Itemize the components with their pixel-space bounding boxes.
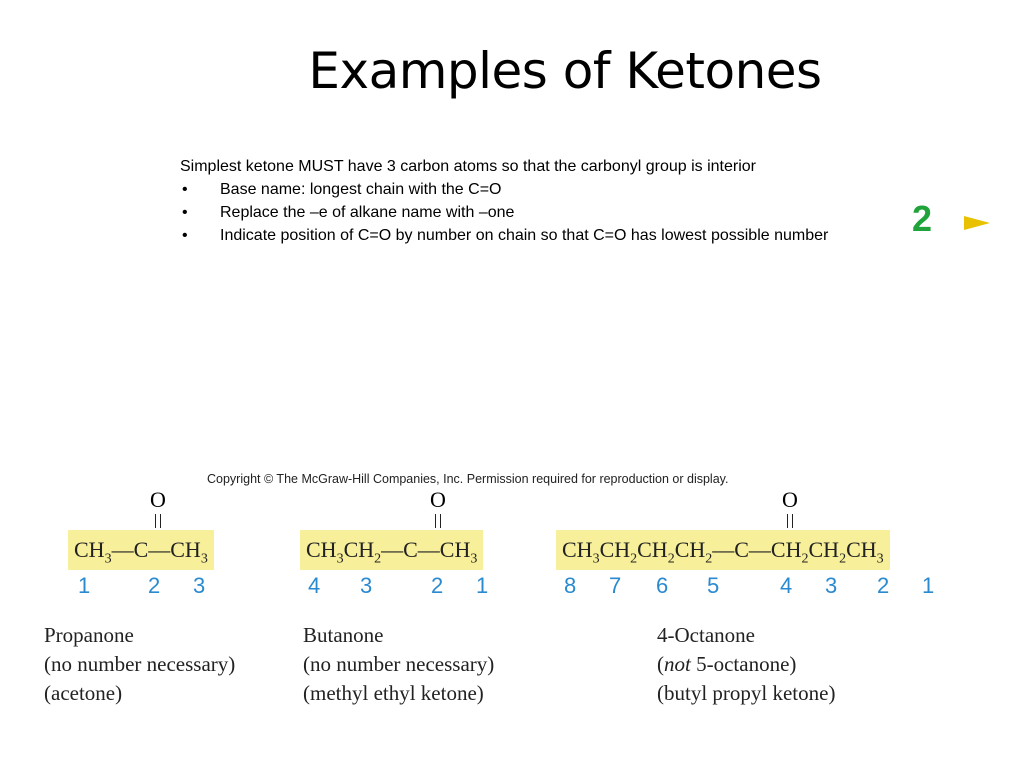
compound-note: (no number necessary) bbox=[44, 652, 236, 676]
chain-number: 4 bbox=[780, 573, 793, 598]
compound-note: (no number necessary) bbox=[303, 652, 495, 676]
chain-number: 2 bbox=[431, 573, 444, 598]
bullet-text: Indicate position of C=O by number on chain so that C=O has lowest possible number bbox=[220, 227, 829, 244]
octanone-chain-numbers bbox=[564, 573, 964, 599]
octanone-formula: $CH_3CH_2CH_2CH_2—C—CH_2CH_2CH_3$ bbox=[556, 530, 890, 570]
butanone-names bbox=[303, 621, 494, 708]
octanone-names bbox=[657, 621, 835, 708]
page-title: Examples of Ketones bbox=[308, 42, 822, 100]
oxygen-atom: O bbox=[430, 487, 446, 512]
propanone-formula: $CH_3—C—CH_3$ bbox=[68, 530, 214, 570]
bullet-symbol: • bbox=[182, 181, 188, 198]
chain-number: 2 bbox=[877, 573, 890, 598]
bullet-item bbox=[180, 201, 980, 224]
copyright-notice: Copyright © The McGraw-Hill Companies, Inc. Permission required for reproduction or display. bbox=[207, 472, 729, 486]
italic-word: not bbox=[664, 652, 691, 676]
chain-number: 6 bbox=[656, 573, 669, 598]
oxygen-atom: O bbox=[782, 487, 798, 512]
butanone-chain-numbers bbox=[308, 573, 508, 599]
slide-body bbox=[180, 155, 980, 247]
bullet-item bbox=[180, 224, 980, 247]
compound-name: Propanone bbox=[44, 623, 134, 647]
bullet-text: Replace the –e of alkane name with –one bbox=[220, 204, 515, 221]
common-name: (methyl ethyl ketone) bbox=[303, 681, 484, 705]
chain-number: 3 bbox=[360, 573, 373, 598]
chain-number: 1 bbox=[476, 573, 489, 598]
chain-number: 3 bbox=[193, 573, 206, 598]
note-rest: 5-octanone) bbox=[690, 652, 797, 676]
butanone-formula: $CH_3CH_2—C—CH_3$ bbox=[300, 530, 483, 570]
chain-number: 4 bbox=[308, 573, 321, 598]
propanone-chain-numbers bbox=[78, 573, 258, 599]
bullet-symbol: • bbox=[182, 227, 188, 244]
propanone-names bbox=[44, 621, 235, 708]
bullet-symbol: • bbox=[182, 204, 188, 221]
chain-number: 8 bbox=[564, 573, 577, 598]
chain-number: 3 bbox=[825, 573, 838, 598]
intro-text: Simplest ketone MUST have 3 carbon atoms so that the carbonyl group is interior bbox=[180, 158, 756, 175]
compound-note: (not 5-octanone) bbox=[657, 652, 797, 676]
chain-number: 1 bbox=[78, 573, 91, 598]
chain-number: 7 bbox=[609, 573, 622, 598]
compound-name: 4-Octanone bbox=[657, 623, 755, 647]
right-triangle-arrow-icon[interactable] bbox=[964, 216, 990, 230]
page-number: 2 bbox=[912, 198, 933, 239]
chain-number: 2 bbox=[148, 573, 161, 598]
compound-name: Butanone bbox=[303, 623, 384, 647]
double-bond bbox=[787, 514, 793, 528]
double-bond bbox=[435, 514, 441, 528]
bullet-item bbox=[180, 178, 980, 201]
bullet-text: Base name: longest chain with the C=O bbox=[220, 181, 502, 198]
double-bond bbox=[155, 514, 161, 528]
common-name: (acetone) bbox=[44, 681, 123, 705]
chain-number: 1 bbox=[922, 573, 935, 598]
common-name: (butyl propyl ketone) bbox=[657, 681, 836, 705]
oxygen-atom: O bbox=[150, 487, 166, 512]
chain-number: 5 bbox=[707, 573, 720, 598]
